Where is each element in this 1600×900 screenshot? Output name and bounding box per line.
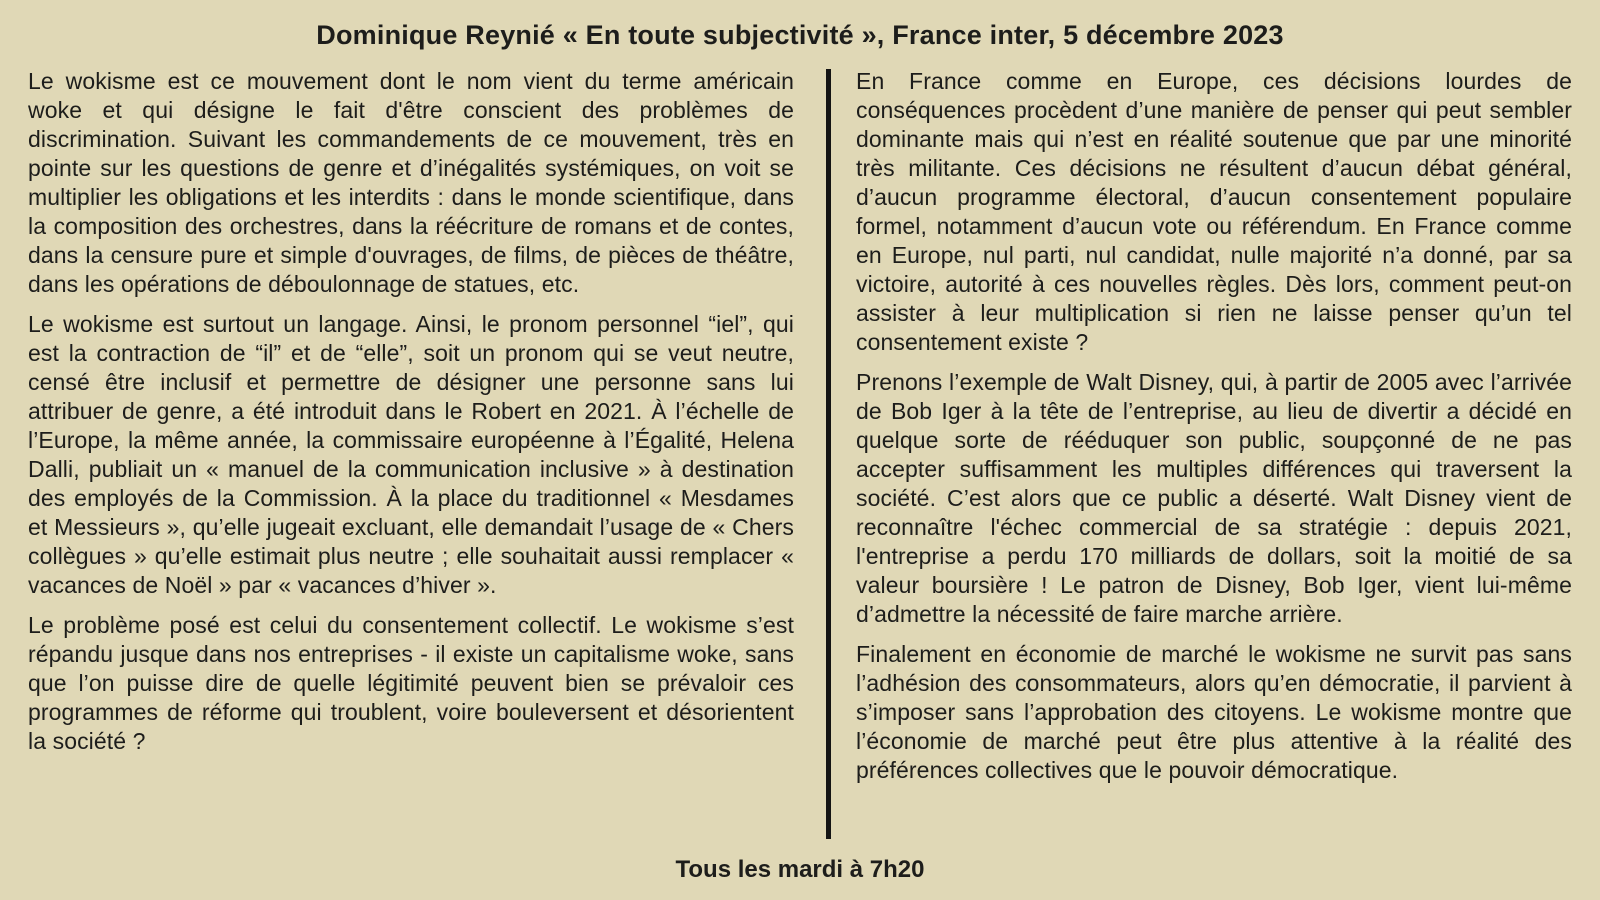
paragraph-exemple-disney: Prenons l’exemple de Walt Disney, qui, à partir de 2005 avec l’arrivée de Bob Iger à la tête de l’entreprise, au lieu de divertir a décidé en quelque sorte de rééduquer son public, soupçonné de ne pas accepter suffisamment les multiples différences qui traversent la société. C’est alors que ce public a déserté. Walt Disney vient de reconnaître l'échec commercial de sa stratégie : depuis 2021, l'entreprise a perdu 170 milliards de dollars, soit la moitié de sa valeur boursière ! Le patron de Disney, Bob Iger, vient lui-même d’admettre la nécessité de faire marche arrière. <box>856 369 1572 627</box>
column-divider <box>826 69 831 839</box>
right-column <box>856 67 1572 839</box>
paragraph-wokisme-definition: Le wokisme est ce mouvement dont le nom vient du terme américain woke et qui désigne le fait d'être conscient des problèmes de discrimination. Suivant les commandements de ce mouvement, très en pointe sur les questions de genre et d’inégalités systémiques, on voit se multiplier les obligations et les interdits : dans le monde scientifique, dans la composition des orchestres, dans la réécriture de romans et de contes, dans la censure pure et simple d'ouvrages, de films, de pièces de théâtre, dans les opérations de déboulonnage de statues, etc. <box>28 68 794 297</box>
left-column <box>28 67 794 839</box>
two-column-layout <box>28 67 1572 839</box>
paragraph-conclusion-economie: Finalement en économie de marché le wokisme ne survit pas sans l’adhésion des consommateurs, alors qu’en démocratie, il parvient à s’imposer sans l’approbation des citoyens. Le wokisme montre que l’économie de marché peut être plus attentive à la réalité des préférences collectives que le pouvoir démocratique. <box>856 641 1572 783</box>
paragraph-decisions-minorite: En France comme en Europe, ces décisions lourdes de conséquences procèdent d’une manière de penser qui peut sembler dominante mais qui n’est en réalité soutenue que par une minorité très militante. Ces décisions ne résultent d’aucun débat général, d’aucun programme électoral, d’aucun consentement populaire formel, notamment d’aucun vote ou référendum. En France comme en Europe, nul parti, nul candidat, nulle majorité n’a donné, par sa victoire, autorité à ces nouvelles règles. Dès lors, comment peut-on assister à leur multiplication si rien ne laisse penser qu’un tel consentement existe ? <box>856 68 1572 355</box>
paragraph-consentement-collectif: Le problème posé est celui du consentement collectif. Le wokisme s’est répandu jusque dans nos entreprises - il existe un capitalisme woke, sans que l’on puisse dire de quelle légitimité peuvent bien se prévaloir ces programmes de réforme qui troublent, voire bouleversent et désorientent la société ? <box>28 612 794 754</box>
schedule-note: Tous les mardi à 7h20 <box>675 856 925 883</box>
page-title: Dominique Reynié « En toute subjectivité », France inter, 5 décembre 2023 <box>316 20 1284 50</box>
paragraph-wokisme-langage: Le wokisme est surtout un langage. Ainsi, le pronom personnel “iel”, qui est la contraction de “il” et de “elle”, soit un pronom qui se veut neutre, censé être inclusif et permettre de désigner une personne sans lui attribuer de genre, a été introduit dans le Robert en 2021. À l’échelle de l’Europe, la même année, la commissaire européenne à l’Égalité, Helena Dalli, publiait un « manuel de la communication inclusive » à destination des employés de la Commission. À la place du traditionnel « Mesdames et Messieurs », qu’elle jugeait excluant, elle demandait l’usage de « Chers collègues » qu’elle estimait plus neutre ; elle souhaitait aussi remplacer « vacances de Noël » par « vacances d’hiver ». <box>28 311 794 598</box>
